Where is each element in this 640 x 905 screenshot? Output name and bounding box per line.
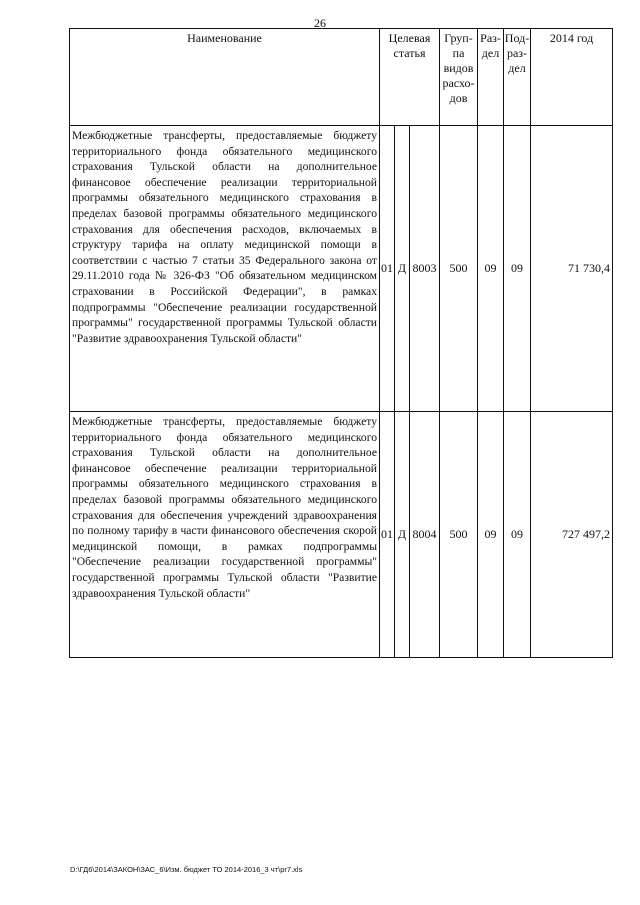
row-name: Межбюджетные трансферты, предоставляемые бюджету территориального фонда обязательного медицинского страхования Тульской области на дополнительное финансовое обеспечение реализации территориальной программы обязательного медицинского страхования в пределах базовой программы обязательного медицинского страхования для обеспечения учреждений здравоохранения по полному тарифу в части финансового обеспечения скорой медицинской помощи, в рамках подпрограммы "Обеспечение реализации государственной программы" государственной программы Тульской области "Развитие здравоохранения Тульской области" (70, 412, 380, 658)
row-name: Межбюджетные трансферты, предоставляемые бюджету территориального фонда обязательного медицинского страхования Тульской области на дополнительное финансовое обеспечение реализации территориальной программы обязательного медицинского страхования в пределах базовой программы обязательного медицинского страхования для обеспечения расходов, включаемых в структуру тарифа на оплату медицинской помощи в соответствии с частью 7 статьи 35 Федерального закона от 29.11.2010 года № 326-ФЗ "Об обязательном медицинском страховании в Российской Федерации", в рамках подпрограммы "Обеспечение реализации государственной программы" государственной программы Тульской области "Развитие здравоохранения Тульской области" (70, 126, 380, 412)
table-header-row (70, 29, 613, 126)
row-expense-group: 500 (440, 412, 478, 658)
row-code-program: 01 (380, 126, 395, 412)
header-expense-group: Груп-па видов расхо-дов (440, 29, 478, 126)
row-subsection: 09 (504, 126, 531, 412)
row-code-subprogram: Д (395, 126, 410, 412)
page-number: 26 (314, 16, 326, 30)
row-code-direction: 8003 (410, 126, 440, 412)
table-row (70, 412, 613, 658)
header-subsection: Под-раз-дел (504, 29, 531, 126)
row-section: 09 (478, 412, 504, 658)
footer-file-path: D:\ГД6\2014\ЗАКОН\ЗАС_6\Изм. бюджет ТО 2014-2016_3 чт\pr7.xls (70, 865, 303, 874)
row-amount: 71 730,4 (531, 126, 613, 412)
table-row (70, 126, 613, 412)
header-name: Наименование (70, 29, 380, 126)
row-subsection: 09 (504, 412, 531, 658)
row-code-program: 01 (380, 412, 395, 658)
header-target-article: Целевая статья (380, 29, 440, 126)
header-year: 2014 год (531, 29, 613, 126)
row-section: 09 (478, 126, 504, 412)
row-code-direction: 8004 (410, 412, 440, 658)
row-expense-group: 500 (440, 126, 478, 412)
row-amount: 727 497,2 (531, 412, 613, 658)
header-section: Раз-дел (478, 29, 504, 126)
row-code-subprogram: Д (395, 412, 410, 658)
budget-table (69, 28, 612, 658)
